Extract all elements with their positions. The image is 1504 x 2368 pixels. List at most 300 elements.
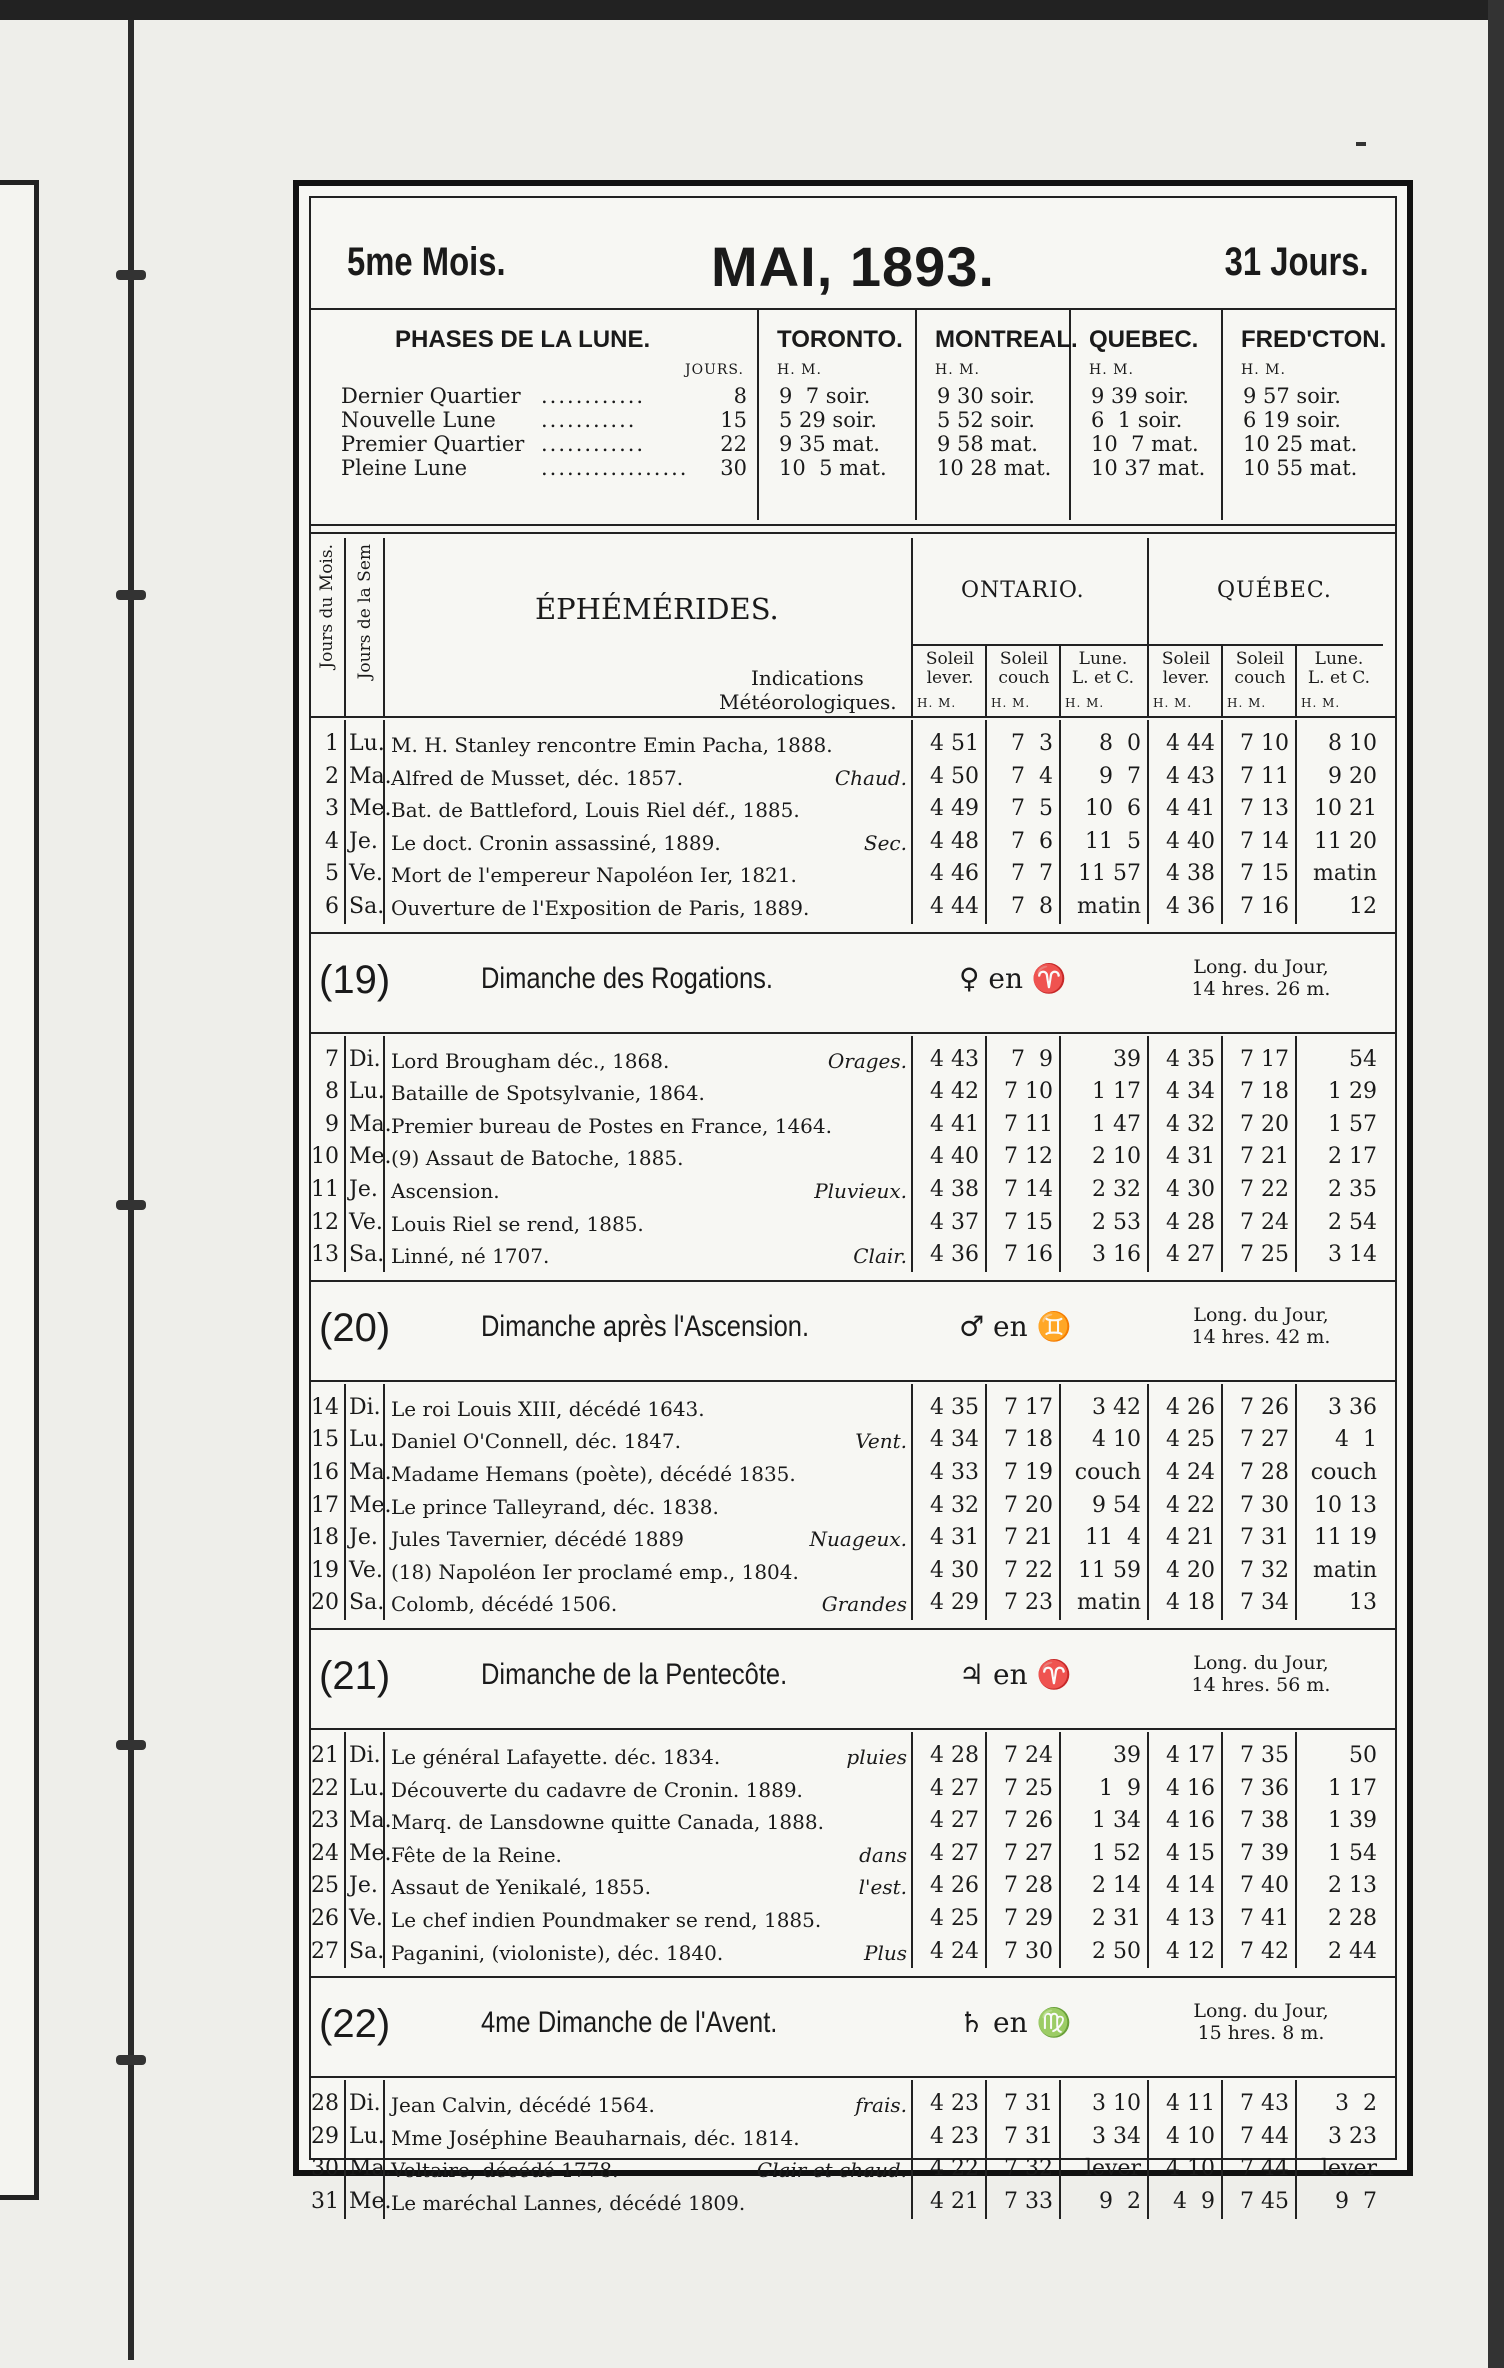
day-of-month: 11 — [311, 1177, 339, 1202]
sun-time: 4 33 — [930, 1460, 979, 1485]
sun-time: 7 26 — [1240, 1394, 1289, 1420]
sun-time: 7 19 — [1004, 1460, 1053, 1485]
table-row — [311, 2153, 1395, 2185]
divider — [311, 1032, 1395, 1034]
column-divider — [1059, 720, 1061, 924]
day-of-month: 7 — [325, 1046, 339, 1072]
sun-time: 4 46 — [930, 861, 979, 887]
moon-phases-section — [311, 310, 1395, 530]
column-divider — [1295, 1384, 1297, 1620]
sun-time: 4 11 — [1166, 2091, 1215, 2117]
moon-phase-name: Premier Quartier — [341, 432, 525, 456]
sun-time: 7 31 — [1004, 2091, 1053, 2117]
ephemeride-event: Ouverture de l'Exposition de Paris, 1889. — [391, 896, 810, 920]
moon-time: matin — [1312, 1557, 1377, 1583]
ephemerides-title: ÉPHÉMÉRIDES. — [535, 592, 779, 626]
sun-time: 7 25 — [1240, 1242, 1289, 1268]
divider — [911, 644, 1383, 646]
divider — [311, 1728, 1395, 1730]
ephemeride-event: Le chef indien Poundmaker se rend, 1885. — [391, 1908, 822, 1932]
weekday: Je. — [349, 1873, 378, 1899]
day-of-month: 31 — [311, 2189, 339, 2214]
moon-time: 1 17 — [1092, 1079, 1141, 1105]
moon-time: 1 17 — [1328, 1775, 1377, 1801]
weekday: Ve. — [349, 861, 383, 887]
weekday: Ma. — [349, 1460, 392, 1485]
ephemeride-event: Daniel O'Connell, déc. 1847. — [391, 1429, 681, 1454]
column-divider — [344, 1384, 346, 1620]
table-row — [311, 1457, 1395, 1489]
column-divider — [383, 1732, 385, 1968]
day-of-month: 16 — [311, 1460, 339, 1485]
ephemeride-event: Mme Joséphine Beauharnais, déc. 1814. — [391, 2125, 800, 2150]
moon-time: 9 7 — [1099, 763, 1141, 789]
week-number: (20) — [319, 1305, 391, 1350]
moon-time: 2 54 — [1328, 1209, 1377, 1235]
moon-time: 9 2 — [1099, 2189, 1141, 2214]
weekday: Me. — [349, 2189, 392, 2214]
day-length: 15 hres. 8 m. — [1197, 2022, 1325, 2045]
hm-label: H. M. — [1227, 696, 1267, 710]
moon-time: couch — [1310, 1460, 1377, 1485]
ephemeride-event: Louis Riel se rend, 1885. — [391, 1211, 644, 1236]
moon-time: 2 44 — [1328, 1938, 1377, 1964]
moon-phase-time: 5 29 soir. — [779, 408, 877, 432]
subheader: lever. — [926, 668, 974, 688]
weekday: Sa. — [349, 1242, 385, 1268]
days-count: 31 Jours. — [1224, 240, 1369, 284]
day-of-month: 20 — [311, 1590, 339, 1616]
col-jours-sem: Jours de la Sem — [355, 544, 375, 680]
moon-time: 2 53 — [1092, 1209, 1141, 1235]
weekday: Lu. — [349, 731, 385, 756]
sun-time: 7 3 — [1011, 731, 1053, 756]
subheader: lever. — [1162, 668, 1210, 688]
sun-time: 7 16 — [1004, 1242, 1053, 1268]
subheader: L. et C. — [1071, 668, 1135, 688]
sun-time: 4 40 — [930, 1144, 979, 1170]
weekday: Di. — [349, 2091, 381, 2117]
subheader: Soleil — [999, 649, 1049, 669]
day-of-month: 4 — [325, 828, 339, 854]
moon-phase-time: 9 7 soir. — [779, 384, 871, 408]
moon-time: 1 34 — [1092, 1808, 1141, 1834]
col-jours-mois: Jours du Mois. — [317, 544, 337, 669]
sun-time: 7 24 — [1240, 1209, 1289, 1235]
table-row — [311, 1555, 1395, 1587]
moon-time: lever — [1084, 2156, 1141, 2182]
day-of-month: 12 — [311, 1209, 339, 1235]
planet-position: ♄ en ♍ — [959, 2006, 1072, 2040]
moon-phase-time: 10 37 mat. — [1091, 456, 1206, 480]
day-length: Long. du Jour, — [1193, 2000, 1329, 2023]
sun-time: 7 36 — [1240, 1775, 1289, 1801]
column-divider — [344, 720, 346, 924]
sun-time: 4 24 — [930, 1938, 979, 1964]
calendar-page — [293, 180, 1413, 2215]
sun-time: 7 44 — [1240, 2156, 1289, 2182]
hm-label: H. M. — [1089, 362, 1134, 378]
moon-time: 2 17 — [1328, 1144, 1377, 1170]
moon-phase-time: 9 57 soir. — [1243, 384, 1341, 408]
moon-time: 10 6 — [1085, 796, 1141, 822]
weather-indication: Nuageux. — [809, 1527, 907, 1552]
ephemeride-event: Paganini, (violoniste), déc. 1840. — [391, 1940, 724, 1965]
ephemeride-event: Ascension. — [391, 1179, 500, 1203]
calendar-inner-border — [309, 196, 1397, 2215]
sun-time: 4 28 — [930, 1743, 979, 1768]
moon-phase-name: Dernier Quartier — [341, 384, 521, 408]
column-divider — [1295, 1732, 1297, 1968]
table-row — [311, 1207, 1395, 1239]
ephemeride-event: Marq. de Lansdowne quitte Canada, 1888. — [391, 1810, 824, 1835]
table-row — [311, 1522, 1395, 1554]
moon-time: 8 10 — [1328, 731, 1377, 756]
day-of-month: 9 — [325, 1111, 339, 1137]
divider — [311, 524, 1395, 526]
column-divider — [344, 538, 346, 716]
sun-time: 7 22 — [1240, 1177, 1289, 1202]
ephemeride-event: Mort de l'empereur Napoléon Ier, 1821. — [391, 863, 797, 888]
sun-time: 7 27 — [1240, 1427, 1289, 1453]
moon-phase-time: 9 30 soir. — [937, 384, 1035, 408]
moon-phase-time: 5 52 soir. — [937, 408, 1035, 432]
sun-time: 4 38 — [1166, 861, 1215, 887]
day-length: Long. du Jour, — [1193, 1652, 1329, 1674]
sunday-title: Dimanche de la Pentecôte. — [481, 1658, 788, 1691]
weekday: Di. — [349, 1394, 381, 1420]
sun-time: 7 10 — [1004, 1079, 1053, 1105]
moon-time: 1 29 — [1328, 1079, 1377, 1105]
binding-ring — [116, 1740, 146, 1750]
hm-label: H. M. — [777, 362, 822, 378]
table-row — [311, 1044, 1395, 1076]
sun-time: 4 13 — [1166, 1906, 1215, 1931]
weekday: Ma. — [349, 1111, 392, 1137]
day-of-month: 25 — [311, 1873, 339, 1899]
day-length: 14 hres. 56 m. — [1191, 1674, 1331, 1696]
meteorological-label: Météorologiques. — [719, 690, 897, 714]
leader-dots: ................. — [541, 456, 689, 480]
day-of-month: 26 — [311, 1906, 339, 1931]
moon-time: 3 42 — [1092, 1394, 1141, 1420]
column-divider — [911, 2080, 913, 2218]
sun-time: 7 44 — [1240, 2123, 1289, 2149]
sunday-row — [311, 1976, 1395, 2076]
weather-indication: Grandes — [821, 1592, 907, 1617]
day-of-month: 19 — [311, 1557, 339, 1583]
moon-time: 10 13 — [1314, 1492, 1377, 1518]
ephemeride-event: Découverte du cadavre de Cronin. 1889. — [391, 1777, 803, 1802]
sun-time: 4 34 — [930, 1427, 979, 1453]
hm-label: H. M. — [1065, 696, 1105, 710]
subheader: couch — [998, 668, 1050, 688]
week-number: (21) — [319, 1654, 391, 1698]
sun-time: 4 48 — [930, 828, 979, 854]
sun-time: 7 20 — [1004, 1492, 1053, 1518]
moon-time: 11 4 — [1085, 1525, 1141, 1551]
sun-time: 4 27 — [930, 1775, 979, 1801]
subheader: Soleil — [1235, 649, 1285, 669]
table-row — [311, 1392, 1395, 1424]
sun-time: 4 16 — [1166, 1775, 1215, 1801]
column-divider — [985, 1036, 987, 1272]
ephemeride-event: Colomb, décédé 1506. — [391, 1592, 618, 1617]
sun-time: 4 34 — [1166, 1079, 1215, 1105]
moon-phase-day: 22 — [720, 432, 747, 456]
moon-time: 2 35 — [1328, 1177, 1377, 1202]
sun-time: 7 21 — [1004, 1525, 1053, 1551]
moon-time: 11 5 — [1085, 828, 1141, 854]
facing-page-edge — [0, 180, 39, 2200]
leader-dots: ........... — [541, 408, 637, 432]
table-row — [311, 2121, 1395, 2153]
sun-time: 7 10 — [1240, 731, 1289, 756]
weekday: Ma. — [349, 763, 392, 789]
moon-time: 2 28 — [1328, 1906, 1377, 1931]
ephemeride-event: Fête de la Reine. — [391, 1842, 562, 1867]
weekday: Lu. — [349, 2123, 385, 2149]
hm-label: H. M. — [1301, 696, 1341, 710]
day-of-month: 14 — [311, 1394, 339, 1420]
sun-time: 4 32 — [930, 1492, 979, 1518]
moon-time: 2 14 — [1092, 1873, 1141, 1899]
table-row — [311, 761, 1395, 793]
table-row — [311, 1870, 1395, 1902]
column-divider — [344, 2080, 346, 2218]
sun-time: 7 32 — [1004, 2156, 1053, 2182]
sun-time: 7 30 — [1240, 1492, 1289, 1518]
weather-indication: l'est. — [858, 1875, 907, 1900]
column-divider — [1221, 310, 1223, 520]
table-row — [311, 1174, 1395, 1206]
sun-time: 7 38 — [1240, 1808, 1289, 1834]
sun-time: 4 43 — [930, 1046, 979, 1072]
sun-time: 7 25 — [1004, 1775, 1053, 1801]
weather-indication: pluies — [846, 1745, 907, 1769]
moon-time: 11 19 — [1314, 1525, 1377, 1551]
day-of-month: 24 — [311, 1840, 339, 1866]
sun-time: 7 31 — [1240, 1525, 1289, 1551]
table-row — [311, 1141, 1395, 1173]
column-divider — [1059, 2080, 1061, 2218]
table-row — [311, 858, 1395, 890]
sun-time: 7 11 — [1004, 1111, 1053, 1137]
moon-time: 1 47 — [1092, 1111, 1141, 1137]
moon-phase-day: 15 — [720, 408, 747, 432]
moon-time: 1 39 — [1328, 1808, 1377, 1834]
sunday-title: Dimanche après l'Ascension. — [481, 1309, 810, 1343]
moon-phase-time: 10 28 mat. — [937, 456, 1052, 480]
table-header — [311, 538, 1395, 718]
column-divider — [911, 538, 913, 716]
sun-time: 4 27 — [930, 1840, 979, 1866]
ephemeride-event: (9) Assaut de Batoche, 1885. — [391, 1146, 684, 1171]
day-of-month: 5 — [325, 861, 339, 887]
column-divider — [1221, 1384, 1223, 1620]
table-row — [311, 1805, 1395, 1837]
weekday: Ma. — [349, 2156, 392, 2182]
column-divider — [1059, 1384, 1061, 1620]
moon-time: 3 14 — [1328, 1242, 1377, 1268]
weekday: Je. — [349, 1177, 378, 1202]
day-length: 14 hres. 26 m. — [1191, 977, 1331, 1000]
sun-time: 4 40 — [1166, 828, 1215, 854]
table-row — [311, 1838, 1395, 1870]
sun-time: 7 7 — [1011, 861, 1053, 887]
ephemeride-event: Le roi Louis XIII, décédé 1643. — [391, 1396, 705, 1421]
weekday: Me. — [349, 796, 392, 822]
sun-time: 7 20 — [1240, 1111, 1289, 1137]
moon-time: 3 36 — [1328, 1394, 1377, 1420]
moon-phase-time: 9 35 mat. — [779, 432, 880, 456]
day-of-month: 6 — [325, 894, 339, 919]
moon-time: 9 54 — [1092, 1492, 1141, 1518]
column-divider — [1147, 538, 1149, 716]
weekday: Me. — [349, 1492, 392, 1518]
column-divider — [911, 1732, 913, 1968]
moon-time: 13 — [1349, 1590, 1377, 1616]
moon-time: 2 32 — [1092, 1177, 1141, 1202]
column-divider — [1059, 644, 1061, 716]
sun-time: 4 22 — [930, 2156, 979, 2182]
city-heading: MONTREAL. — [935, 326, 1078, 353]
day-of-month: 30 — [311, 2156, 339, 2182]
moon-time: 50 — [1349, 1743, 1377, 1768]
day-of-month: 3 — [325, 796, 339, 822]
weather-indication: Clair et chaud. — [756, 2158, 907, 2183]
sun-time: 7 18 — [1004, 1427, 1053, 1453]
hm-label: H. M. — [1153, 696, 1193, 710]
day-length: Long. du Jour, — [1193, 1303, 1329, 1326]
day-of-month: 23 — [311, 1808, 339, 1834]
divider — [311, 532, 1395, 534]
table-row — [311, 793, 1395, 825]
moon-time: 3 34 — [1092, 2123, 1141, 2149]
weather-indication: Plus — [864, 1940, 907, 1965]
weekday: Je. — [349, 1525, 378, 1551]
sun-time: 4 25 — [1166, 1427, 1215, 1453]
sun-time: 4 14 — [1166, 1873, 1215, 1899]
weather-indication: dans — [859, 1842, 907, 1867]
city-heading: QUEBEC. — [1089, 326, 1199, 353]
divider — [311, 716, 1395, 718]
moon-time: 11 57 — [1078, 861, 1141, 887]
column-divider — [1147, 1384, 1149, 1620]
moon-time: 2 50 — [1092, 1938, 1141, 1964]
column-divider — [1221, 2080, 1223, 2218]
sun-time: 7 6 — [1011, 828, 1053, 854]
sun-time: 7 31 — [1004, 2123, 1053, 2149]
column-divider — [1295, 2080, 1297, 2218]
table-row — [311, 2088, 1395, 2120]
sunday-title: Dimanche des Rogations. — [481, 961, 774, 995]
sun-time: 4 10 — [1166, 2123, 1215, 2149]
day-of-month: 21 — [311, 1743, 339, 1768]
binding-ring — [116, 1200, 146, 1210]
column-divider — [911, 720, 913, 924]
moon-time: 1 9 — [1099, 1775, 1141, 1801]
sun-time: 4 26 — [1166, 1394, 1215, 1420]
ontario-heading: ONTARIO. — [961, 578, 1085, 603]
moon-time: matin — [1076, 894, 1141, 919]
moon-time: 3 10 — [1092, 2091, 1141, 2117]
column-divider — [383, 720, 385, 924]
moon-phase-time: 10 55 mat. — [1243, 456, 1358, 480]
sun-time: 7 26 — [1004, 1808, 1053, 1834]
day-of-month: 22 — [311, 1775, 339, 1801]
sun-time: 7 17 — [1240, 1046, 1289, 1072]
moon-phase-name: Pleine Lune — [341, 456, 468, 480]
sun-time: 4 20 — [1166, 1557, 1215, 1583]
moon-time: matin — [1076, 1590, 1141, 1616]
weekday: Lu. — [349, 1079, 385, 1105]
moon-time: 8 0 — [1099, 731, 1141, 756]
sun-time: 7 24 — [1004, 1743, 1053, 1768]
day-of-month: 27 — [311, 1938, 339, 1964]
sun-time: 7 8 — [1011, 894, 1053, 919]
sun-time: 7 14 — [1240, 828, 1289, 854]
moon-phase-day: 8 — [733, 384, 747, 408]
ephemeride-event: Lord Brougham déc., 1868. — [391, 1048, 670, 1073]
column-divider — [1221, 1732, 1223, 1968]
moon-time: lever — [1320, 2156, 1377, 2182]
sun-time: 4 15 — [1166, 1840, 1215, 1866]
day-of-month: 13 — [311, 1242, 339, 1268]
ephemeride-event: Voltaire, décédé 1778. — [391, 2158, 619, 2183]
column-divider — [1221, 1036, 1223, 1272]
sun-time: 4 17 — [1166, 1743, 1215, 1768]
weekday: Ma. — [349, 1808, 392, 1834]
moon-phase-day: 30 — [720, 456, 747, 480]
sun-time: 4 9 — [1173, 2189, 1215, 2214]
weather-indication: Vent. — [855, 1429, 907, 1454]
leader-dots: ............ — [541, 384, 646, 408]
sun-time: 7 28 — [1240, 1460, 1289, 1485]
table-row — [311, 891, 1395, 923]
weather-indication: Sec. — [863, 830, 907, 855]
scan-right-edge — [1488, 0, 1504, 2368]
hm-label: H. M. — [1241, 362, 1286, 378]
day-of-month: 18 — [311, 1525, 339, 1551]
table-row — [311, 2186, 1395, 2218]
ephemeride-event: Linné, né 1707. — [391, 1244, 550, 1269]
sun-time: 7 33 — [1004, 2189, 1053, 2214]
sun-time: 4 21 — [930, 2189, 979, 2214]
sunday-row — [311, 932, 1395, 1032]
weekday: Ve. — [349, 1906, 383, 1931]
table-row — [311, 826, 1395, 858]
sun-time: 7 43 — [1240, 2091, 1289, 2117]
sun-time: 7 21 — [1240, 1144, 1289, 1170]
sun-time: 4 10 — [1166, 2156, 1215, 2182]
city-heading: TORONTO. — [777, 326, 903, 353]
planet-position: ♃ en ♈ — [959, 1658, 1072, 1691]
column-divider — [1221, 644, 1223, 716]
moon-time: 9 20 — [1328, 763, 1377, 789]
city-heading: FRED'CTON. — [1241, 326, 1387, 353]
sun-time: 4 23 — [930, 2091, 979, 2117]
indications-label: Indications — [751, 666, 864, 690]
binding-ring — [116, 590, 146, 600]
sun-time: 4 38 — [930, 1177, 979, 1202]
column-divider — [985, 1732, 987, 1968]
column-divider — [911, 1384, 913, 1620]
sun-time: 7 17 — [1004, 1394, 1053, 1420]
weekday: Je. — [349, 828, 378, 854]
column-divider — [1295, 644, 1297, 716]
sun-time: 7 4 — [1011, 763, 1053, 789]
